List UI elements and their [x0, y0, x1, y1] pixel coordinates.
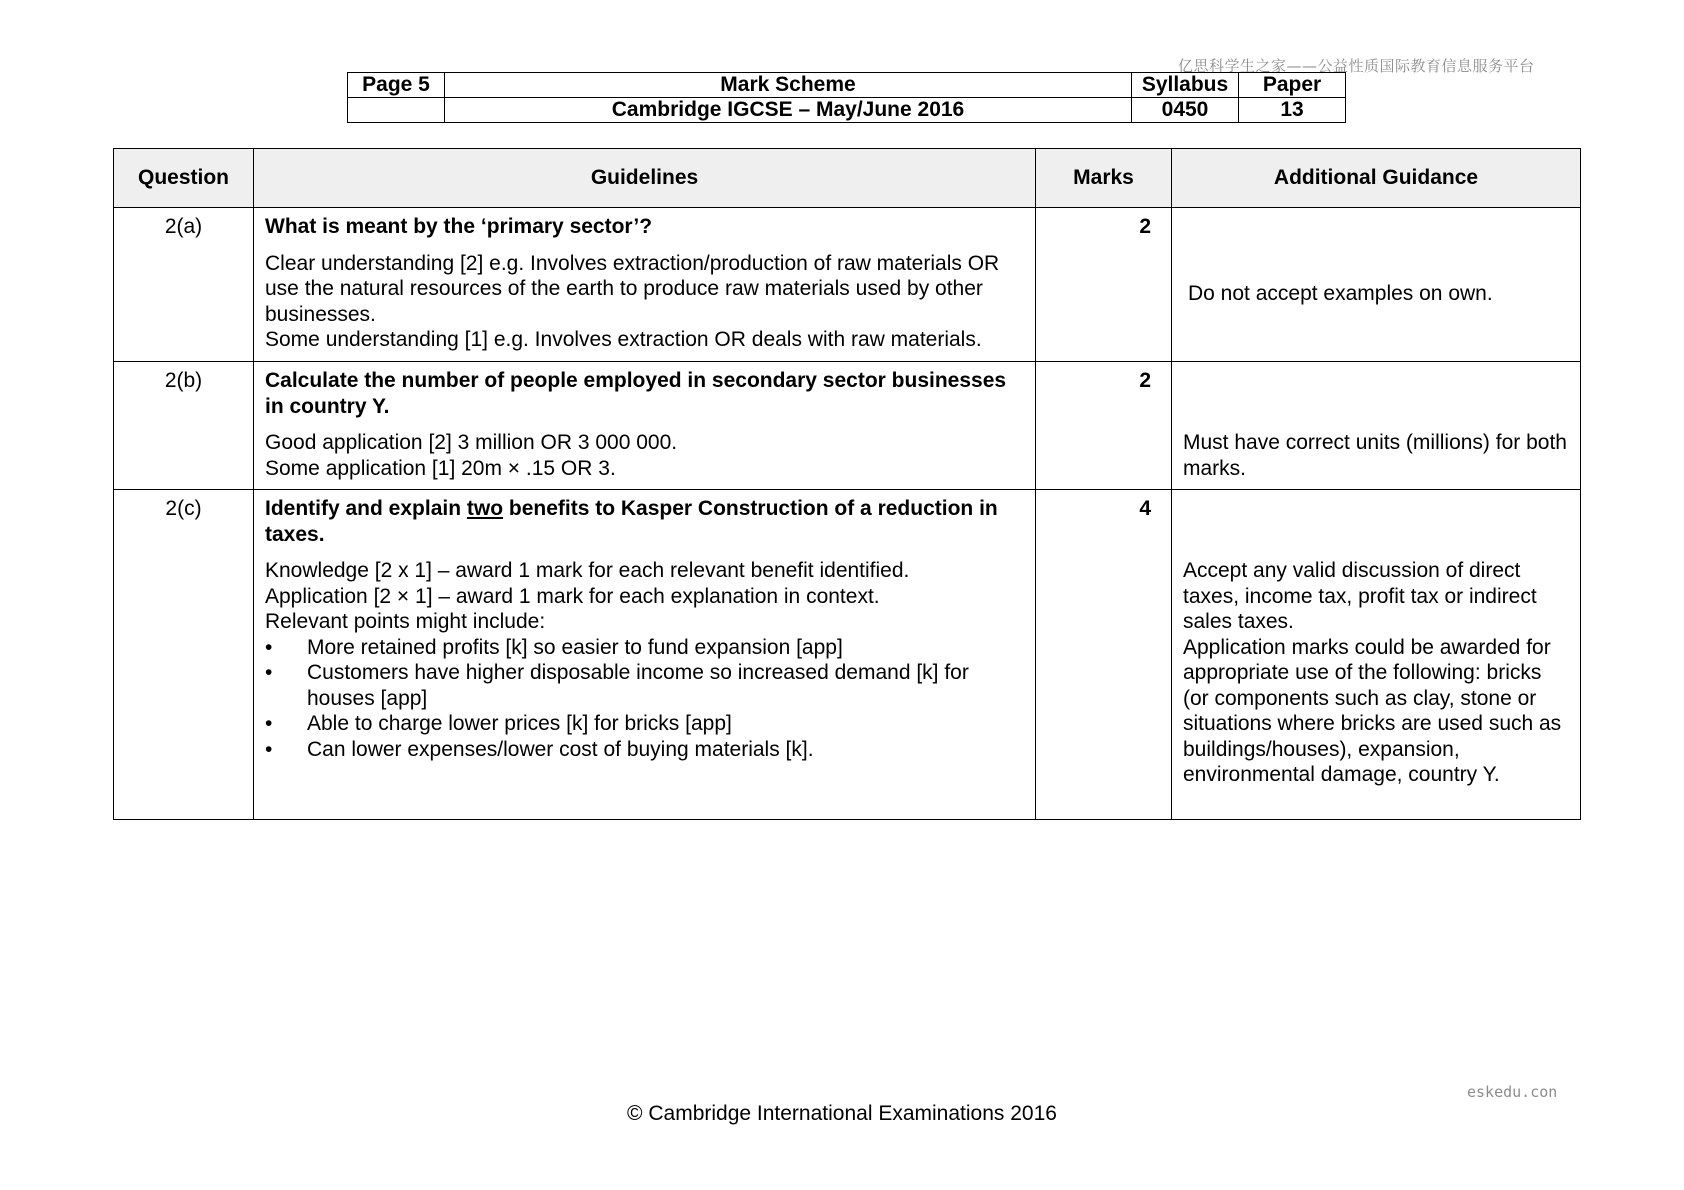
- watermark-text-bottom: eskedu.con: [1467, 1083, 1558, 1101]
- marks-value: 2: [1036, 362, 1172, 490]
- guideline-line: Relevant points might include:: [265, 610, 546, 633]
- list-item-text: More retained profits [k] so easier to fund expansion [app]: [307, 635, 843, 659]
- document-title: Mark Scheme: [445, 73, 1132, 98]
- column-header-marks: Marks: [1036, 149, 1172, 208]
- header-table: [347, 72, 1346, 123]
- additional-guidance-cell: [1172, 208, 1581, 362]
- guideline-line: Application [2 × 1] – award 1 mark for each explanation in context.: [265, 584, 880, 608]
- question-text-end: benefits to Kasper Construction of a reduction in taxes.: [265, 497, 998, 546]
- bullet-marker: •: [265, 635, 273, 659]
- guideline-line: Clear understanding [2] e.g. Involves extraction/production of raw materials OR use the natural resources of the earth to produce raw materials used by other businesses.: [265, 251, 1000, 326]
- additional-guidance-cell: [1172, 362, 1581, 490]
- table-row: [114, 362, 1581, 490]
- list-item: [265, 635, 1025, 661]
- list-item: [265, 660, 1025, 711]
- guideline-line: Knowledge [2 x 1] – award 1 mark for each relevant benefit identified.: [265, 559, 910, 582]
- guideline-line: Good application [2] 3 million OR 3 000 000.: [265, 431, 678, 454]
- additional-guidance-cell: [1172, 490, 1581, 820]
- guideline-line: Some application [1] 20m × .15 OR 3.: [265, 456, 616, 480]
- guidelines-cell: [254, 208, 1036, 362]
- question-number: 2(c): [114, 490, 254, 820]
- column-header-additional-guidance: Additional Guidance: [1172, 149, 1581, 208]
- list-item-text: Able to charge lower prices [k] for bricks [app]: [307, 712, 732, 735]
- column-header-question: Question: [114, 149, 254, 208]
- marks-value: 4: [1036, 490, 1172, 820]
- page-number: Page 5: [348, 73, 445, 98]
- bullet-marker: •: [265, 712, 273, 735]
- mark-scheme-table: [113, 148, 1581, 820]
- header-empty-cell: [348, 98, 445, 123]
- question-text-underlined: two: [466, 497, 504, 520]
- paper-number: 13: [1239, 98, 1346, 123]
- copyright-footer: © Cambridge International Examinations 2016: [627, 1102, 1057, 1125]
- guidance-line: Do not accept examples on own.: [1188, 282, 1493, 305]
- question-text: [265, 496, 1025, 547]
- marks-value: 2: [1036, 208, 1172, 362]
- bullet-marker: •: [265, 737, 273, 761]
- paper-label: Paper: [1239, 73, 1346, 98]
- question-number: 2(a): [114, 208, 254, 362]
- question-text-start: Identify and explain: [265, 497, 467, 520]
- list-item-text: Customers have higher disposable income so increased demand [k] for houses [app]: [307, 661, 969, 710]
- bullet-marker: •: [265, 661, 273, 684]
- question-text: Calculate the number of people employed in secondary sector businesses in country Y.: [265, 369, 1007, 418]
- syllabus-label: Syllabus: [1132, 73, 1239, 98]
- question-text: What is meant by the ‘primary sector’?: [265, 215, 653, 238]
- list-item: [265, 711, 1025, 737]
- guidelines-cell: [254, 362, 1036, 490]
- guidance-line: Application marks could be awarded for appropriate use of the following: bricks (or components such as clay, stone or situations where bricks are used such as buildings/houses), expansion, environmental damage, country Y.: [1183, 635, 1562, 786]
- list-item-text: Can lower expenses/lower cost of buying materials [k].: [307, 737, 814, 761]
- watermark-text-top: 亿思科学生之家——公益性质国际教育信息服务平台: [1178, 57, 1535, 75]
- guidance-line: Accept any valid discussion of direct taxes, income tax, profit tax or indirect sales taxes.: [1183, 559, 1537, 633]
- relevant-points-list: [265, 635, 1025, 763]
- guideline-line: Some understanding [1] e.g. Involves extraction OR deals with raw materials.: [265, 328, 982, 351]
- guidance-line: Must have correct units (millions) for both marks.: [1183, 431, 1567, 480]
- table-row: [114, 208, 1581, 362]
- column-header-guidelines: Guidelines: [254, 149, 1036, 208]
- exam-session: Cambridge IGCSE – May/June 2016: [445, 98, 1132, 123]
- table-header-row: [114, 149, 1581, 208]
- list-item: [265, 737, 1025, 763]
- table-row: [114, 490, 1581, 820]
- guidelines-cell: [254, 490, 1036, 820]
- question-number: 2(b): [114, 362, 254, 490]
- syllabus-code: 0450: [1132, 98, 1239, 123]
